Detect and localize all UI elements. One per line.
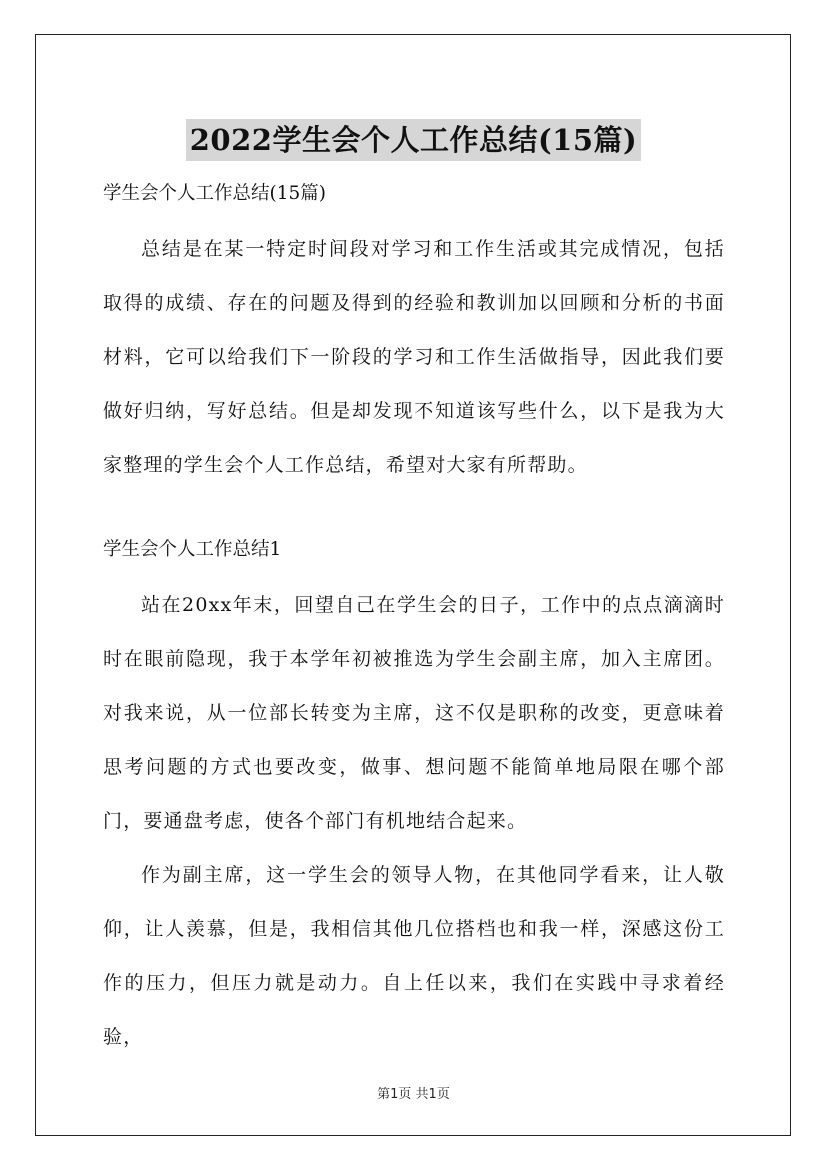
intro-paragraph: 总结是在某一特定时间段对学习和工作生活或其完成情况，包括取得的成绩、存在的问题及得到的经验和教训加以回顾和分析的书面材料，它可以给我们下一阶段的学习和工作生活做指导，因此我们要做好归纳，写好总结。但是却发现不知道该写些什么，以下是我为大家整理的学生会个人工作总结，希望对大家有所帮助。 [103, 238, 725, 476]
section-heading: 学生会个人工作总结1 [103, 539, 282, 560]
document-body [103, 170, 725, 1064]
title-container [0, 100, 827, 181]
section-spacer [103, 492, 725, 522]
section-paragraph: 站在20xx年末，回望自己在学生会的日子，工作中的点点滴滴时时在眼前隐现，我于本学年初被推选为学生会副主席，加入主席团。对我来说，从一位部长转变为主席，这不仅是职称的改变，更意味着思考问题的方式也要改变，做事、想问题不能简单地局限在哪个部门，要通盘考虑，使各个部门有机地结合起来。 [103, 594, 725, 832]
page-footer: 第1页 共1页 [377, 1087, 450, 1102]
document-subtitle: 学生会个人工作总结(15篇) [103, 183, 326, 204]
section-paragraph: 作为副主席，这一学生会的领导人物，在其他同学看来，让人敬仰，让人羡慕，但是，我相信其他几位搭档也和我一样，深感这份工作的压力，但压力就是动力。自上任以来，我们在实践中寻求着经验， [103, 864, 725, 1048]
document-title: 2022学生会个人工作总结(15篇) [186, 119, 642, 161]
